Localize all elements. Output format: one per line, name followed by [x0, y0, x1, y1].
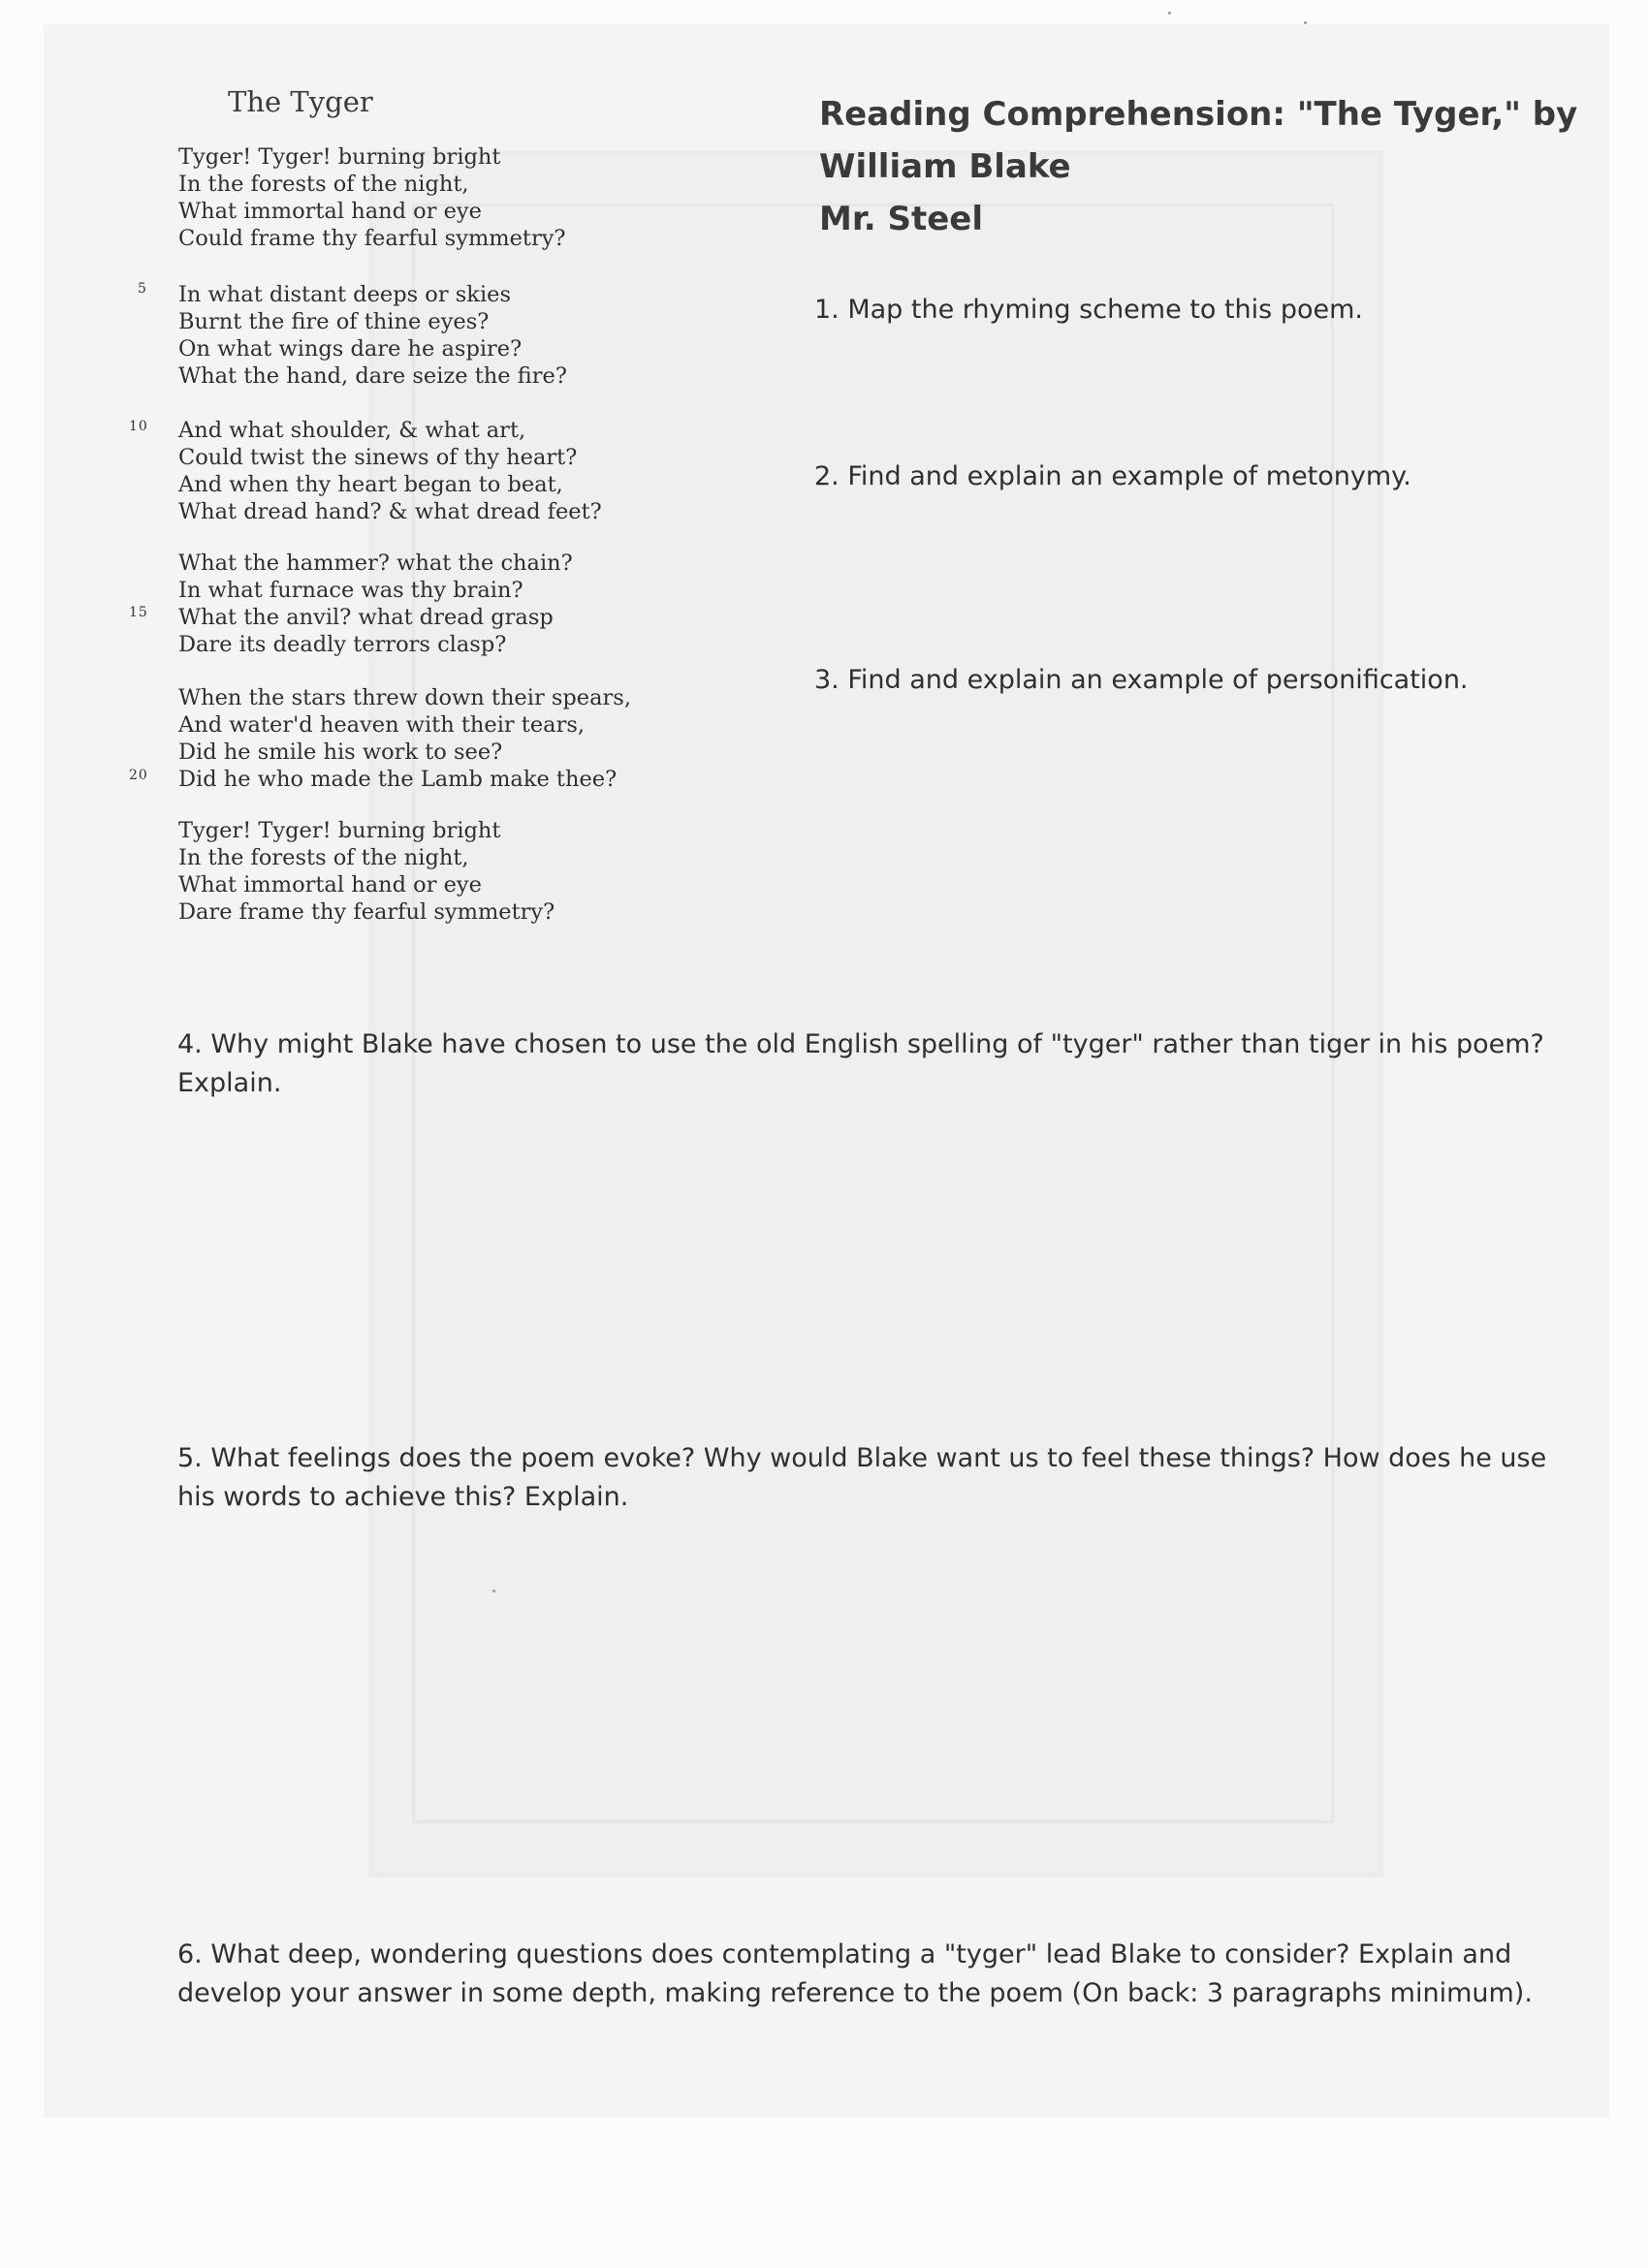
line-number: 20 — [129, 768, 148, 783]
poem-stanza-6 — [178, 817, 555, 926]
poem-line: And when thy heart began to beat, — [178, 472, 563, 497]
poem-stanza-4 — [178, 550, 573, 658]
poem-line: Tyger! Tyger! burning bright — [178, 144, 501, 170]
poem-line: Dare its deadly terrors clasp? — [178, 632, 507, 657]
poem-line: In the forests of the night, — [178, 845, 469, 870]
poem-line: Tyger! Tyger! burning bright — [178, 818, 501, 843]
scan-speck — [1168, 12, 1171, 15]
poem-line: Did he who made the Lamb make thee? — [178, 767, 618, 792]
scan-speck — [492, 1590, 495, 1592]
poem-line: And what shoulder, & what art, — [178, 418, 526, 443]
poem-line: What the hand, dare seize the fire? — [178, 363, 567, 389]
question-4: 4. Why might Blake have chosen to use the old English spelling of "tyger" rather than tiger in his poem? Explain. — [177, 1029, 1544, 1098]
worksheet-author: William Blake — [819, 147, 1071, 186]
poem-line: In the forests of the night, — [178, 172, 469, 197]
poem-line: What immortal hand or eye — [178, 872, 482, 898]
worksheet-teacher: Mr. Steel — [819, 200, 984, 238]
line-number: 15 — [129, 605, 148, 620]
poem-line: What the hammer? what the chain? — [178, 551, 573, 576]
poem-line: Burnt the fire of thine eyes? — [178, 309, 490, 334]
poem-line: What the anvil? what dread grasp — [178, 605, 554, 630]
poem-line: On what wings dare he aspire? — [178, 336, 523, 362]
line-number: 5 — [138, 281, 147, 297]
question-5: 5. What feelings does the poem evoke? Why would Blake want us to feel these things? How does he use his words to achieve this? Explain. — [177, 1443, 1547, 1512]
question-2: 2. Find and explain an example of metonymy. — [814, 461, 1411, 491]
question-6: 6. What deep, wondering questions does contemplating a "tyger" lead Blake to consider? Explain and develop your answer in some depth, making reference to the poem (On back: 3 paragraphs minimum). — [177, 1939, 1533, 2008]
poem-title: The Tyger — [228, 85, 373, 118]
question-3: 3. Find and explain an example of personification. — [814, 665, 1469, 695]
line-number: 10 — [129, 419, 148, 434]
poem-line: In what distant deeps or skies — [178, 282, 512, 307]
poem-line: In what furnace was thy brain? — [178, 578, 523, 603]
poem-stanza-3 — [178, 417, 602, 525]
poem-line: When the stars threw down their spears, — [178, 685, 631, 710]
poem-line: Could twist the sinews of thy heart? — [178, 445, 578, 470]
poem-line: And water'd heaven with their tears, — [178, 712, 586, 738]
poem-stanza-1 — [178, 143, 566, 252]
poem-line: What immortal hand or eye — [178, 199, 482, 224]
poem-stanza-5 — [178, 684, 631, 793]
poem-line: Did he smile his work to see? — [178, 740, 503, 765]
worksheet-title: Reading Comprehension: "The Tyger," by — [819, 95, 1578, 134]
question-1: 1. Map the rhyming scheme to this poem. — [814, 295, 1363, 325]
scan-speck — [1304, 21, 1307, 24]
poem-line: Could frame thy fearful symmetry? — [178, 226, 566, 251]
poem-stanza-2 — [178, 281, 567, 390]
poem-line: What dread hand? & what dread feet? — [178, 499, 602, 524]
poem-line: Dare frame thy fearful symmetry? — [178, 899, 555, 925]
